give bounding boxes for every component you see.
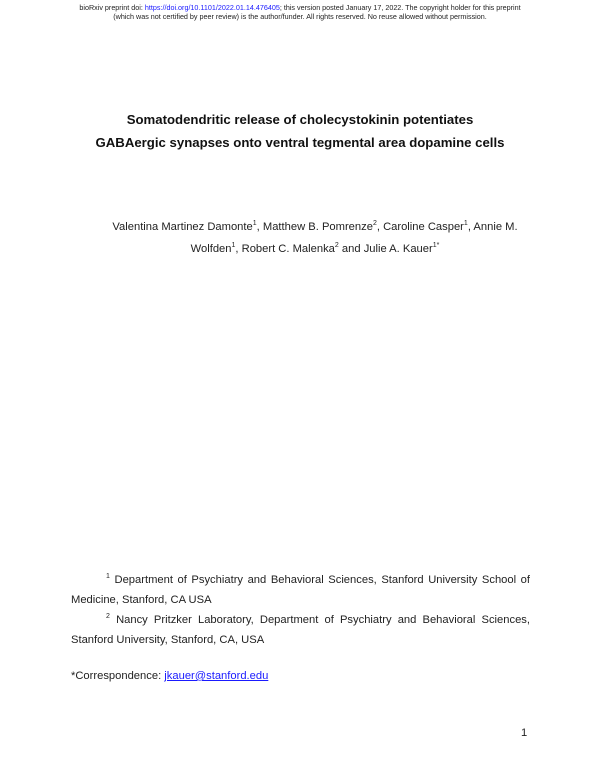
- banner-prefix: bioRxiv preprint doi:: [79, 3, 145, 12]
- author-separator: ,: [256, 221, 263, 233]
- banner-line-2: (which was not certified by peer review) is the author/funder. All rights reserved. No reuse allowed without permission.: [113, 12, 487, 21]
- author-name: Valentina Martinez Damonte: [112, 221, 253, 233]
- doi-link[interactable]: https://doi.org/10.1101/2022.01.14.476405: [144, 3, 280, 12]
- author-affiliation-marker: 1: [463, 220, 468, 227]
- author-separator: and: [338, 243, 364, 255]
- correspondence-email-link[interactable]: jkauer@stanford.edu: [164, 670, 269, 682]
- author-affiliation-marker: 2: [334, 242, 339, 249]
- author-name: Annie M. Wolfden: [190, 221, 518, 255]
- author-affiliation-marker: 1: [231, 242, 236, 249]
- author-separator: ,: [235, 243, 242, 255]
- affiliation-2: [71, 610, 530, 650]
- author-affiliation-marker: 1*: [432, 242, 440, 249]
- affiliation-text: Nancy Pritzker Laboratory, Department of Psychiatry and Behavioral Sciences, Stanford University, Stanford, CA, USA: [71, 614, 531, 646]
- author-affiliation-marker: 2: [372, 220, 377, 227]
- author: [242, 243, 364, 255]
- author-name: Julie A. Kauer: [363, 243, 433, 255]
- author-separator: ,: [467, 221, 474, 233]
- author-affiliation-marker: 1: [252, 220, 257, 227]
- preprint-banner: [0, 3, 600, 21]
- author-name: Caroline Casper: [383, 221, 464, 233]
- banner-suffix: ; this version posted January 17, 2022. The copyright holder for this preprint: [279, 3, 521, 12]
- title-line-1: Somatodendritic release of cholecystokinin potentiates: [126, 112, 474, 127]
- author: [112, 221, 262, 233]
- author-list: [105, 216, 525, 260]
- affiliation-marker: 2: [106, 613, 110, 620]
- page-number: 1: [521, 727, 528, 739]
- author-name: Robert C. Malenka: [241, 243, 335, 255]
- correspondence: [71, 666, 268, 686]
- title-line-2: GABAergic synapses onto ventral tegmental area dopamine cells: [95, 135, 505, 150]
- affiliation-1: [71, 570, 530, 610]
- affiliation-text: Department of Psychiatry and Behavioral Sciences, Stanford University School of Medicine, Stanford, CA USA: [71, 574, 530, 606]
- author: [364, 243, 440, 255]
- author: [263, 221, 383, 233]
- paper-title: [0, 108, 600, 154]
- banner-line-1: [0, 3, 600, 12]
- author-name: Matthew B. Pomrenze: [262, 221, 373, 233]
- affiliation-marker: 1: [106, 573, 110, 580]
- author: [383, 221, 473, 233]
- correspondence-label: *Correspondence:: [71, 670, 165, 682]
- author-separator: ,: [376, 221, 384, 233]
